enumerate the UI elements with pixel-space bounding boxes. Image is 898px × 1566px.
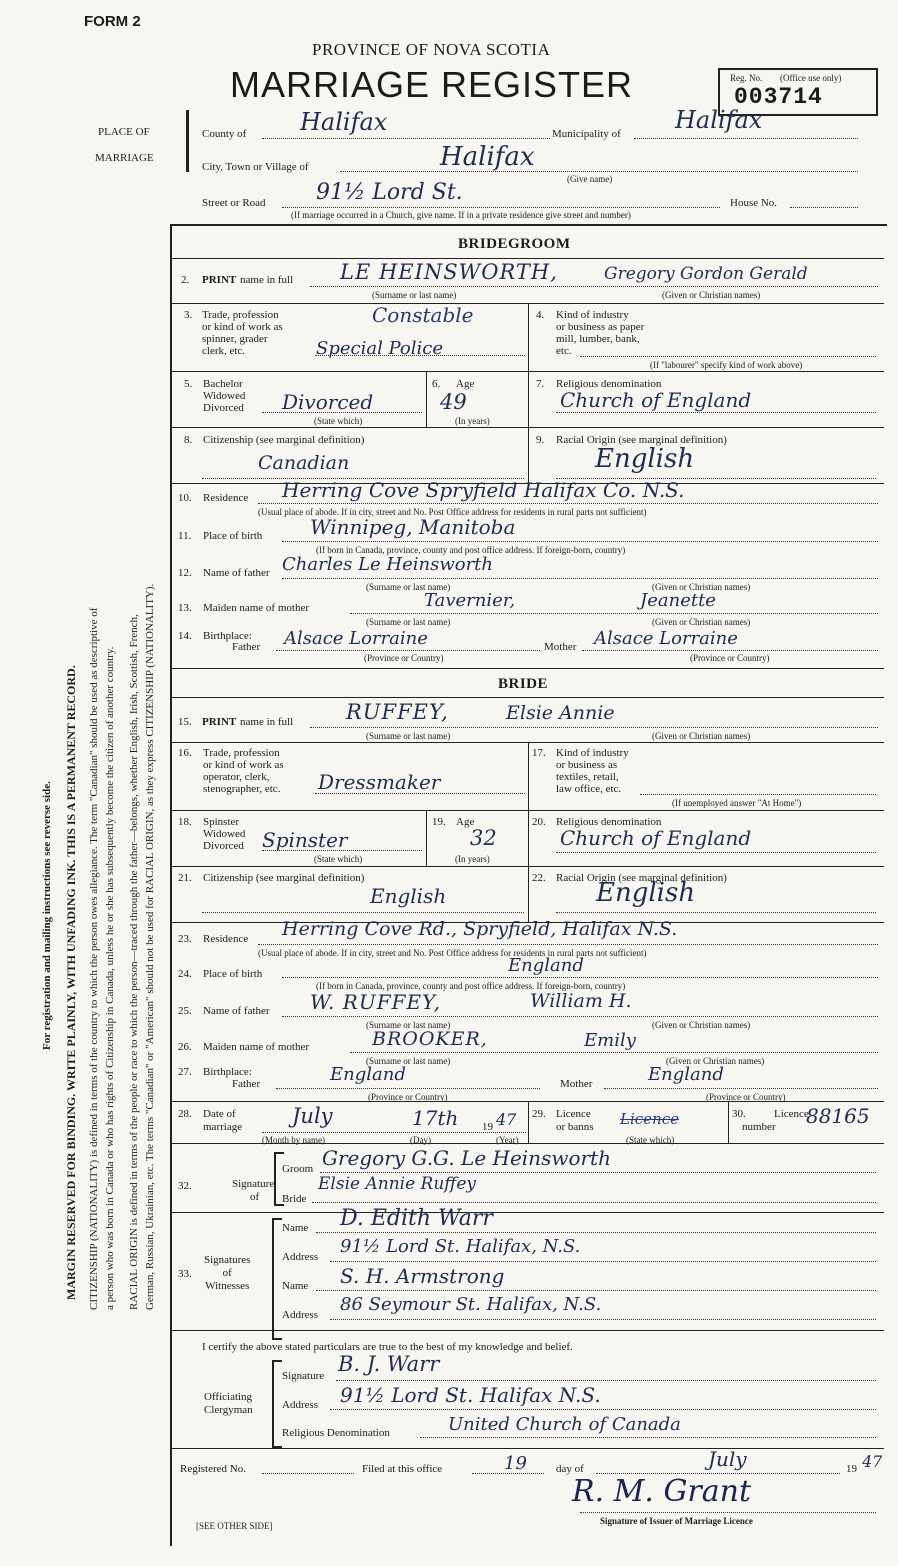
groom-age: 49: [440, 390, 467, 414]
clergyman-address: 91½ Lord St. Halifax N.S.: [340, 1383, 601, 1407]
municipality-value: Halifax: [675, 106, 763, 134]
industry-label-line: mill, lumber, bank,: [556, 333, 640, 345]
bride-father-given-caption: (Given or Christian names): [652, 1020, 751, 1030]
place-label-1: PLACE OF: [98, 126, 150, 138]
industry-label-line: Kind of industry: [556, 747, 629, 759]
bride-citizenship: English: [370, 884, 447, 908]
certify-statement: I certify the above stated particulars are true to the best of my knowledge and belief.: [202, 1341, 573, 1353]
licence-no-label-1: Licence: [774, 1108, 809, 1120]
status-option: Widowed: [203, 828, 246, 840]
street-label: Street or Road: [202, 197, 266, 209]
bride-bp-father: England: [330, 1064, 406, 1085]
bride-status-label: [203, 816, 245, 852]
filed-label: Filed at this office: [362, 1463, 443, 1475]
city-label: City, Town or Village of: [202, 161, 309, 173]
see-other-side: [SEE OTHER SIDE]: [196, 1521, 273, 1531]
groom-mother-surname: Tavernier,: [424, 590, 516, 611]
bride-father-label: Name of father: [203, 1005, 270, 1017]
witness-label: [204, 1254, 250, 1293]
clergyman-bracket: [272, 1360, 282, 1448]
groom-bp-label: Birthplace:: [203, 630, 252, 642]
groom-residence-caption: (Usual place of abode. If in city, street and No. Post Office address for residents in rural parts not sufficient): [258, 507, 647, 517]
clergyman-label-2: Clergyman: [204, 1404, 253, 1416]
witness2-address: 86 Seymour St. Halifax, N.S.: [340, 1294, 602, 1315]
groom-bp-father-caption: (Province or Country): [364, 653, 444, 663]
bride-industry-num: 17.: [532, 747, 546, 759]
bride-given-caption: (Given or Christian names): [652, 731, 751, 741]
bride-surname: RUFFEY,: [346, 700, 449, 724]
bride-state-which: (State which): [314, 854, 363, 864]
clergyman-signature: B. J. Warr: [338, 1352, 440, 1376]
groom-mother-given-caption: (Given or Christian names): [652, 617, 751, 627]
groom-signature-label: Groom: [282, 1163, 314, 1175]
bride-signature-label: Bride: [282, 1193, 307, 1205]
signature-num: 32.: [178, 1180, 192, 1192]
trade-label-line: spinner, grader: [202, 333, 268, 345]
street-value: 91½ Lord St.: [316, 180, 463, 205]
clergyman-signature-label: Signature: [282, 1370, 325, 1382]
page-title: MARRIAGE REGISTER: [230, 64, 634, 105]
bride-bp-num: 27.: [178, 1066, 192, 1078]
groom-citizenship-num: 8.: [184, 434, 193, 446]
witness2-address-label: Address: [282, 1309, 319, 1321]
groom-religion-num: 7.: [536, 378, 545, 390]
status-option: Spinster: [203, 816, 240, 828]
bride-father-surname: W. RUFFEY,: [310, 990, 442, 1014]
clergyman-religion: United Church of Canada: [448, 1414, 681, 1435]
groom-residence-label: Residence: [203, 492, 249, 504]
margin-citizenship-1: CITIZENSHIP (NATIONALITY) is defined in terms of the country to which the person owes allegiance. The term "Canadian" should be used as descriptive of: [88, 607, 100, 1310]
trade-label-line: clerk, etc.: [202, 345, 246, 357]
bride-residence-num: 23.: [178, 933, 192, 945]
reg-number: 003714: [734, 84, 823, 110]
groom-mother-surname-caption: (Surname or last name): [366, 617, 451, 627]
trade-label-line: Trade, profession: [203, 747, 280, 759]
bride-signature: Elsie Annie Ruffey: [318, 1174, 477, 1194]
bride-residence: Herring Cove Rd., Spryfield, Halifax N.S.: [282, 918, 678, 940]
industry-label-line: law office, etc.: [556, 783, 622, 795]
bride-age-num: 19.: [432, 816, 446, 828]
trade-label-line: or kind of work as: [203, 759, 284, 771]
clergyman-religion-label: Religious Denomination: [282, 1427, 390, 1439]
groom-residence: Herring Cove Spryfield Halifax Co. N.S.: [282, 478, 685, 502]
bridegroom-heading: BRIDEGROOM: [458, 236, 571, 252]
filed-day: 19: [504, 1453, 527, 1474]
bride-citizenship-label: Citizenship (see marginal definition): [203, 872, 365, 884]
county-label: County of: [202, 128, 247, 140]
bride-name-label: name in full: [240, 716, 294, 728]
witness-label-line: of: [222, 1267, 232, 1279]
groom-birthplace-num: 11.: [178, 530, 192, 542]
industry-label-line: etc.: [556, 345, 572, 357]
groom-trade-num: 3.: [184, 309, 193, 321]
groom-father-given-caption: (Given or Christian names): [652, 582, 751, 592]
groom-print-label: PRINT: [202, 274, 237, 286]
bride-mother-surname: BROOKER,: [372, 1028, 488, 1050]
bride-mother-label: Maiden name of mother: [203, 1041, 309, 1053]
bride-age: 32: [470, 826, 497, 850]
office-use-note: (Office use only): [780, 73, 842, 83]
bride-residence-label: Residence: [203, 933, 249, 945]
bride-birthplace-label: Place of birth: [203, 968, 263, 980]
groom-father-label: Name of father: [203, 567, 270, 579]
licence-label-2: or banns: [556, 1121, 594, 1133]
bride-residence-caption: (Usual place of abode. If in city, street and No. Post Office address for residents in rural parts not sufficient): [258, 948, 647, 958]
place-bracket: [186, 110, 189, 172]
groom-trade-1: Constable: [372, 303, 474, 327]
groom-birthplace: Winnipeg, Manitoba: [310, 515, 516, 539]
bride-mother-given-caption: (Given or Christian names): [666, 1056, 765, 1066]
witness2-name: S. H. Armstrong: [340, 1264, 505, 1288]
clergyman-address-label: Address: [282, 1399, 319, 1411]
bride-birthplace: England: [508, 955, 584, 976]
margin-instructions: For registration and mailing instructions see reverse side.: [41, 781, 53, 1050]
filed-month: July: [708, 1447, 747, 1471]
bride-surname-caption: (Surname or last name): [366, 731, 451, 741]
witness1-name: D. Edith Warr: [340, 1206, 493, 1231]
bride-mother-given: Emily: [584, 1030, 636, 1051]
groom-given-names: Gregory Gordon Gerald: [604, 264, 808, 284]
registered-no-label: Registered No.: [180, 1463, 246, 1475]
bride-status: Spinster: [262, 828, 348, 852]
city-value: Halifax: [440, 142, 535, 172]
witness-label-line: Witnesses: [205, 1280, 250, 1292]
groom-bp-num: 14.: [178, 630, 192, 642]
groom-age-caption: (In years): [455, 416, 490, 426]
groom-mother-num: 13.: [178, 602, 192, 614]
witness-bracket: [272, 1218, 282, 1340]
licence-no-label-2: number: [742, 1121, 776, 1133]
bride-name-num: 15.: [178, 716, 192, 728]
house-label: House No.: [730, 197, 778, 209]
industry-label-line: textiles, retail,: [556, 771, 619, 783]
bride-print-label: PRINT: [202, 716, 237, 728]
groom-citizenship-label: Citizenship (see marginal definition): [203, 434, 365, 446]
marriage-date-num: 28.: [178, 1108, 192, 1120]
witness1-address: 91½ Lord St. Halifax, N.S.: [340, 1236, 581, 1257]
form-number: FORM 2: [84, 13, 141, 30]
issuer-caption: Signature of Issuer of Marriage Licence: [600, 1516, 753, 1526]
marriage-day-caption: (Day): [410, 1135, 431, 1145]
groom-mother-label: Maiden name of mother: [203, 602, 309, 614]
bride-father-surname-caption: (Surname or last name): [366, 1020, 451, 1030]
margin-racial-1: RACIAL ORIGIN is defined in terms of the people or race to which the person—traced through the father—belongs, whether English, Irish, Scottish, French,: [128, 614, 140, 1310]
trade-label-line: stenographer, etc.: [203, 783, 281, 795]
marriage-day: 17th: [412, 1106, 459, 1130]
bride-mother-num: 26.: [178, 1041, 192, 1053]
groom-bp-father-label: Father: [232, 641, 261, 653]
groom-name-num: 2.: [181, 274, 190, 286]
industry-label-line: or business as: [556, 759, 618, 771]
trade-label-line: Trade, profession: [202, 309, 279, 321]
groom-status-label: [203, 378, 245, 414]
marriage-date-label-2: marriage: [203, 1121, 243, 1133]
witness-num: 33.: [178, 1268, 192, 1280]
bride-trade-label: [203, 747, 284, 795]
reg-label: Reg. No.: [730, 73, 763, 83]
groom-father: Charles Le Heinsworth: [282, 554, 494, 575]
groom-birthplace-label: Place of birth: [203, 530, 263, 542]
give-name-caption: (Give name): [567, 174, 613, 184]
witness1-address-label: Address: [282, 1251, 319, 1263]
status-option: Widowed: [203, 390, 246, 402]
filed-year: 47: [862, 1452, 883, 1471]
licence-num: 29.: [532, 1108, 546, 1120]
marriage-year-caption: (Year): [496, 1135, 519, 1145]
marriage-year: 47: [496, 1110, 517, 1129]
bride-bp-father-label: Father: [232, 1078, 261, 1090]
groom-industry-label: [556, 309, 644, 357]
bride-birthplace-num: 24.: [178, 968, 192, 980]
bride-age-label: Age: [456, 816, 475, 828]
bride-trade-num: 16.: [178, 747, 192, 759]
county-value: Halifax: [300, 108, 388, 136]
bride-bp-father-caption: (Province or Country): [368, 1092, 448, 1102]
status-option: Bachelor: [203, 378, 243, 390]
bride-industry-note: (If unemployed answer "At Home"): [672, 798, 802, 808]
groom-bp-mother-label: Mother: [544, 641, 577, 653]
bride-racial-num: 22.: [532, 872, 546, 884]
groom-surname: LE HEINSWORTH,: [340, 260, 558, 284]
bride-religion: Church of England: [560, 826, 752, 850]
groom-status-num: 5.: [184, 378, 193, 390]
groom-racial-label: Racial Origin (see marginal definition): [556, 434, 727, 446]
status-option: Divorced: [203, 840, 244, 852]
licence-number: 88165: [806, 1104, 870, 1128]
groom-religion: Church of England: [560, 388, 752, 412]
groom-state-which: (State which): [314, 416, 363, 426]
bride-father-num: 25.: [178, 1005, 192, 1017]
bride-father-given: William H.: [530, 990, 632, 1012]
groom-residence-num: 10.: [178, 492, 192, 504]
witness-label-line: Signatures: [204, 1254, 251, 1266]
province-heading: PROVINCE OF NOVA SCOTIA: [312, 40, 551, 59]
bride-religion-label: Religious denomination: [556, 816, 662, 828]
groom-trade-label: [202, 309, 283, 357]
bride-bp-mother-label: Mother: [560, 1078, 593, 1090]
bride-mother-surname-caption: (Surname or last name): [366, 1056, 451, 1066]
groom-citizenship: Canadian: [258, 452, 350, 474]
groom-surname-caption: (Surname or last name): [372, 290, 457, 300]
groom-name-label: name in full: [240, 274, 294, 286]
licence-label-1: Licence: [556, 1108, 591, 1120]
marriage-year-prefix: 19: [482, 1121, 493, 1133]
licence-state-which: (State which): [626, 1135, 675, 1145]
groom-religion-label: Religious denomination: [556, 378, 662, 390]
groom-industry-num: 4.: [536, 309, 545, 321]
groom-age-num: 6.: [432, 378, 441, 390]
bride-industry-label: [556, 747, 629, 795]
marriage-date-label-1: Date of: [203, 1108, 236, 1120]
day-of-label: day of: [556, 1463, 584, 1475]
bride-racial-label: Racial Origin (see marginal definition): [556, 872, 727, 884]
signature-label-1: Signature: [232, 1178, 275, 1190]
groom-birthplace-caption: (If born in Canada, province, county and post office address. If foreign-born, country): [316, 545, 626, 555]
groom-age-label: Age: [456, 378, 475, 390]
margin-binding-note: MARGIN RESERVED FOR BINDING. WRITE PLAINLY, WITH UNFADING INK. THIS IS A PERMANENT RECORD.: [64, 665, 78, 1300]
bride-status-num: 18.: [178, 816, 192, 828]
groom-racial-num: 9.: [536, 434, 545, 446]
place-label-2: MARRIAGE: [95, 152, 154, 164]
groom-signature: Gregory G.G. Le Heinsworth: [322, 1146, 611, 1170]
bride-age-caption: (In years): [455, 854, 490, 864]
groom-status: Divorced: [282, 390, 374, 414]
groom-industry-note: (If "labourer" specify kind of work above): [650, 360, 803, 370]
licence-or-banns: Licence: [620, 1110, 679, 1128]
groom-bp-mother-caption: (Province or Country): [690, 653, 770, 663]
bride-trade: Dressmaker: [318, 770, 441, 794]
bride-bp-mother: England: [648, 1064, 724, 1085]
trade-label-line: operator, clerk,: [203, 771, 270, 783]
groom-mother-given: Jeanette: [640, 590, 716, 611]
groom-father-surname-caption: (Surname or last name): [366, 582, 451, 592]
marriage-month-caption: (Month by name): [262, 1135, 325, 1145]
groom-bp-mother: Alsace Lorraine: [594, 628, 738, 649]
margin-racial-2: German, Russian, Ukrainian, etc. The terms "Canadian" or "American" should not be used for RACIAL ORIGIN, as they express CITIZENSHIP (NATIONALITY).: [144, 583, 156, 1310]
bride-given-names: Elsie Annie: [506, 702, 615, 724]
bride-citizenship-num: 21.: [178, 872, 192, 884]
groom-bp-father: Alsace Lorraine: [284, 628, 428, 649]
groom-father-num: 12.: [178, 567, 192, 579]
groom-racial: English: [595, 444, 695, 474]
trade-label-line: or kind of work as: [202, 321, 283, 333]
bride-religion-num: 20.: [532, 816, 546, 828]
bride-bp-label: Birthplace:: [203, 1066, 252, 1078]
signature-label-2: of: [250, 1191, 260, 1203]
marriage-month: July: [292, 1104, 333, 1128]
groom-trade-2: Special Police: [316, 338, 444, 359]
bride-heading: BRIDE: [498, 676, 549, 692]
filed-year-prefix: 19: [846, 1463, 857, 1475]
licence-no-num: 30.: [732, 1108, 746, 1120]
margin-citizenship-2: a person who was born in Canada or who has rights of Citizenship in Canada, unless he or she has subsequently become the citizen of another country.: [104, 646, 116, 1310]
bride-racial: English: [596, 878, 696, 908]
church-note: (If marriage occurred in a Church, give name. If in a private residence give street and number): [291, 210, 631, 220]
witness1-name-label: Name: [282, 1222, 309, 1234]
status-option: Divorced: [203, 402, 244, 414]
issuer-signature: R. M. Grant: [572, 1474, 752, 1509]
industry-label-line: Kind of industry: [556, 309, 629, 321]
bride-bp-mother-caption: (Province or Country): [706, 1092, 786, 1102]
groom-given-caption: (Given or Christian names): [662, 290, 761, 300]
municipality-label: Municipality of: [552, 128, 621, 140]
bride-birthplace-caption: (If born in Canada, province, county and post office address. If foreign-born, country): [316, 981, 626, 991]
industry-label-line: or business as paper: [556, 321, 645, 333]
clergyman-label-1: Officiating: [204, 1391, 253, 1403]
witness2-name-label: Name: [282, 1280, 309, 1292]
